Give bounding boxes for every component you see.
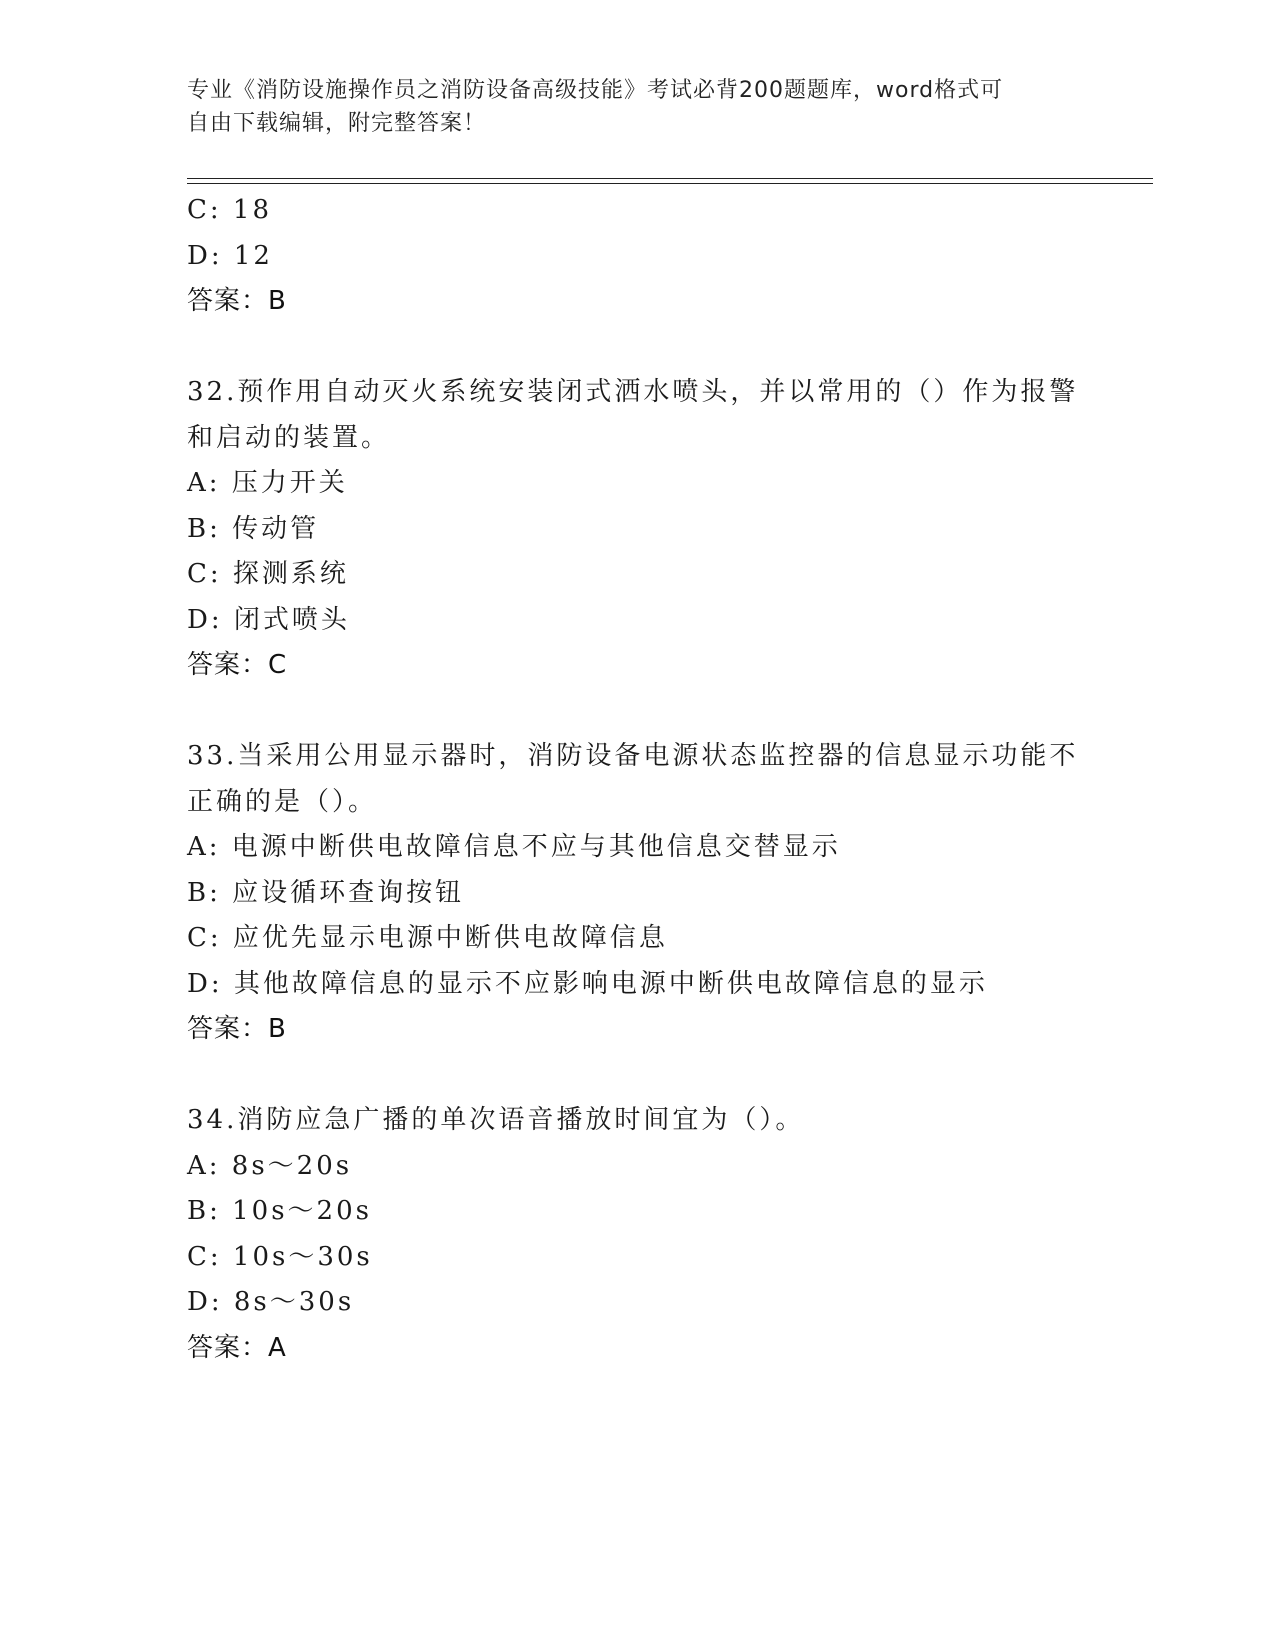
- option-a: A: 8s～20s: [187, 1150, 353, 1181]
- option-d: D: 8s～30s: [187, 1287, 355, 1317]
- spacer: [187, 1053, 1087, 1099]
- option-a: A: 压力开关: [187, 468, 348, 498]
- header-line-2: 自由下载编辑，附完整答案！: [187, 111, 487, 136]
- option-a: A: 电源中断供电故障信息不应与其他信息交替显示: [187, 832, 841, 862]
- option-c: C: 应优先显示电源中断供电故障信息: [187, 923, 668, 953]
- spacer: [187, 689, 1087, 735]
- question-block: [187, 734, 1087, 1053]
- question-text: 32.预作用自动灭火系统安装闭式洒水喷头，并以常用的（）作为报警: [187, 377, 1079, 407]
- question-text-continued: 正确的是（）。: [187, 786, 378, 817]
- option-b: B: 10s～20s: [187, 1196, 372, 1226]
- header-line-1: 专业《消防设施操作员之消防设备高级技能》考试必背200题题库，word格式可: [187, 78, 1004, 103]
- question-text: 34.消防应急广播的单次语音播放时间宜为（）。: [187, 1105, 805, 1135]
- question-block: [187, 1098, 1087, 1371]
- question-block: [187, 370, 1087, 689]
- header-divider-bottom: [187, 183, 1153, 184]
- option-d: D: 闭式喷头: [187, 604, 350, 635]
- question-block: [187, 188, 1087, 325]
- answer-line: 答案：C: [187, 650, 288, 680]
- answer-line: 答案：B: [187, 1014, 287, 1044]
- question-text: 33.当采用公用显示器时，消防设备电源状态监控器的信息显示功能不: [187, 741, 1079, 771]
- question-text-continued: 和启动的装置。: [187, 422, 391, 453]
- option-b: B: 传动管: [187, 513, 320, 544]
- header-divider-top: [187, 178, 1153, 179]
- answer-line: 答案：B: [187, 286, 287, 316]
- option-c: C: 探测系统: [187, 559, 349, 589]
- option-d: D: 12: [187, 240, 273, 271]
- spacer: [187, 325, 1087, 371]
- answer-line: 答案：A: [187, 1332, 287, 1363]
- option-c: C: 18: [187, 195, 273, 225]
- option-c: C: 10s～30s: [187, 1241, 373, 1272]
- option-d: D: 其他故障信息的显示不应影响电源中断供电故障信息的显示: [187, 968, 988, 999]
- document-header: [187, 74, 1067, 140]
- question-list: [187, 188, 1087, 1371]
- option-b: B: 应设循环查询按钮: [187, 877, 465, 908]
